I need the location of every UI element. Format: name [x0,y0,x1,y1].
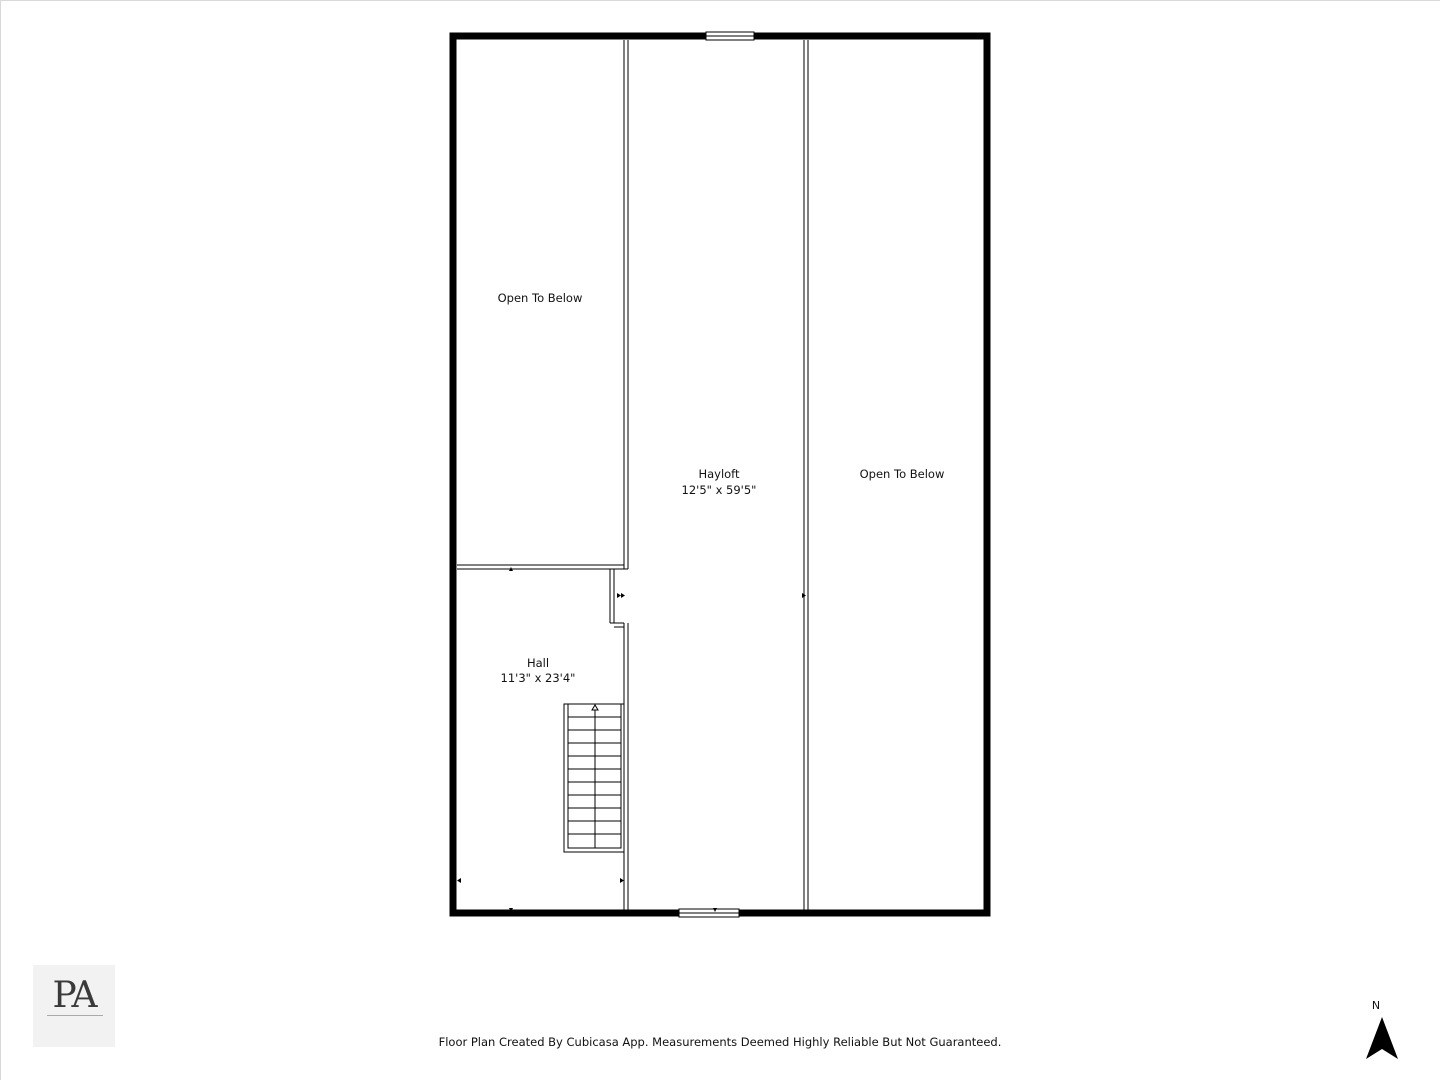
interior-wall-left [624,40,628,910]
window-top [706,32,754,40]
room-label-open-to-below-right: Open To Below [859,467,945,481]
north-arrow-icon [1365,1015,1401,1061]
room-label-hall: Hall [526,656,550,670]
window-bottom [679,909,739,917]
disclaimer-text: Floor Plan Created By Cubicasa App. Measurements Deemed Highly Reliable But Not Guaranteed. [438,1035,1002,1049]
hall-notch-wall [610,569,628,627]
interior-wall-right [804,40,808,910]
room-label-hayloft: Hayloft [698,467,740,481]
logo-monogram: PA [52,975,96,1016]
open-area-edge-left [457,565,624,569]
north-label: N [1371,999,1381,1012]
room-dimensions-hayloft: 12'5" x 59'5" [681,483,757,497]
room-label-open-to-below-left: Open To Below [497,291,583,305]
logo-signature [47,1013,103,1016]
opening-markers [457,567,806,912]
staircase [564,704,624,852]
room-dimensions-hall: 11'3" x 23'4" [500,671,576,685]
